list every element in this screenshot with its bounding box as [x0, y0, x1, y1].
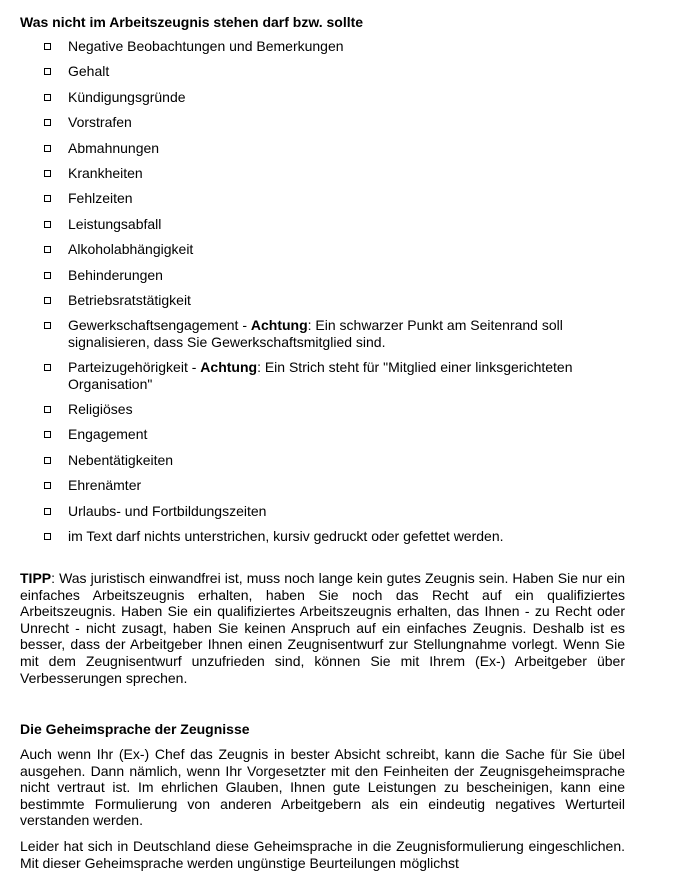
checkbox-square-icon — [44, 322, 51, 329]
checkbox-square-icon — [44, 94, 51, 101]
section-heading-arbeitszeugnis: Was nicht im Arbeitszeugnis stehen darf bzw. sollte — [20, 14, 364, 30]
list-item — [0, 140, 628, 157]
list-item — [0, 241, 628, 258]
checkbox-square-icon — [44, 364, 51, 371]
list-item-emphasis: Achtung — [250, 317, 308, 334]
list-item — [0, 503, 628, 520]
list-item — [0, 359, 628, 392]
list-item — [0, 216, 628, 233]
list-item — [0, 63, 628, 80]
list-item-emphasis: Achtung — [200, 359, 258, 376]
list-item-text: Abmahnungen — [68, 139, 160, 156]
list-item-text: Gewerkschaftsengagement - — [68, 317, 251, 334]
checkbox-square-icon — [44, 457, 51, 464]
list-item-text: Gehalt — [68, 63, 110, 80]
list-item — [0, 528, 628, 545]
list-item-text: Fehlzeiten — [68, 190, 133, 207]
list-item-text: Religiöses — [68, 401, 133, 418]
list-item-text: Betriebsratstätigkeit — [68, 291, 191, 308]
section-heading-geheimsprache: Die Geheimsprache der Zeugnisse — [20, 721, 250, 737]
checkbox-square-icon — [44, 145, 51, 152]
list-item — [0, 292, 628, 309]
list-item — [0, 267, 628, 284]
paragraph-geheimsprache-2: Leider hat sich in Deutschland diese Geheimsprache in die Zeugnisformulierung eingeschlichen. Mit dieser Geheimsprache werden ungünstige Beurteilungen möglichst — [20, 838, 625, 871]
list-item-text-continued: : Ein Strich steht für "Mitglied einer linksgerichteten Organisation" — [68, 359, 573, 392]
list-item-text: Alkoholabhängigkeit — [68, 241, 194, 258]
list-item-text: Krankheiten — [68, 164, 143, 181]
checkbox-square-icon — [44, 246, 51, 253]
list-item-text: im Text darf nichts unterstrichen, kursiv gedruckt oder gefettet werden. — [68, 528, 504, 545]
list-item-text: Engagement — [68, 426, 148, 443]
list-item — [0, 89, 628, 106]
list-item — [0, 477, 628, 494]
list-item-text: Behinderungen — [68, 266, 163, 283]
list-item — [0, 401, 628, 418]
checkbox-square-icon — [44, 482, 51, 489]
checkbox-square-icon — [44, 533, 51, 540]
checkbox-square-icon — [44, 431, 51, 438]
checkbox-square-icon — [44, 170, 51, 177]
list-item — [0, 317, 628, 350]
list-item-text: Vorstrafen — [68, 114, 132, 131]
paragraph-geheimsprache-1: Auch wenn Ihr (Ex-) Chef das Zeugnis in bester Absicht schreibt, kann die Sache für Sie übel ausgehen. Dann nämlich, wenn Ihr Vorgesetzter mit den Feinheiten der Zeugnisgeheimsprache nicht vertraut ist. Im ehrlichen Glauben, Ihnen gute Leistungen zu bescheinigen, kann eine bestimmte Formulierung von anderen Arbeitgebern als ein eindeutig negatives Werturteil verstanden werden. — [20, 746, 625, 829]
list-item-text: Negative Beobachtungen und Bemerkungen — [68, 38, 344, 54]
tipp-text: : Was juristisch einwandfrei ist, muss noch lange kein gutes Zeugnis sein. Haben Sie nur ein einfaches Arbeitszeugnis erhalten, haben Sie noch das Recht auf ein qualifiziertes Arbeitszeugnis. Haben Sie ein qualifiziertes Arbeitszeugnis erhalten, das Ihnen - zu Recht oder Unrecht - nicht zusagt, haben Sie keinen Anspruch auf ein einfaches Zeugnis. Deshalb ist es besser, dass der Arbeitgeber Ihnen einen Zeugnisentwurf zur Stellungnahme vorlegt. Wenn Sie mit dem Zeugnisentwurf unzufrieden sind, können Sie mit Ihrem (Ex-) Arbeitgeber über Verbesserungen sprechen. — [20, 570, 625, 686]
checkbox-square-icon — [44, 119, 51, 126]
list-item-text: Nebentätigkeiten — [68, 451, 174, 468]
list-item — [0, 38, 628, 55]
list-item-text: Parteizugehörigkeit - — [68, 359, 201, 376]
checkbox-square-icon — [44, 297, 51, 304]
list-item-text: Kündigungsgründe — [68, 88, 186, 105]
list-item — [0, 426, 628, 443]
list-item — [0, 452, 628, 469]
tipp-label: TIPP — [20, 570, 52, 586]
list-item-text: Leistungsabfall — [68, 215, 162, 232]
checkbox-square-icon — [44, 68, 51, 75]
list-item-text: Urlaubs- und Fortbildungszeiten — [68, 502, 267, 519]
list-item-text-continued: : Ein schwarzer Punkt am Seitenrand soll signalisieren, dass Sie Gewerkschaftsmitglied sind. — [68, 317, 563, 350]
tipp-paragraph — [20, 570, 625, 686]
checkbox-square-icon — [44, 406, 51, 413]
list-item — [0, 114, 628, 131]
list-item-text: Ehrenämter — [68, 477, 142, 494]
checkbox-square-icon — [44, 272, 51, 279]
list-item — [0, 165, 628, 182]
list-item — [0, 190, 628, 207]
excluded-items-list — [0, 38, 675, 553]
checkbox-square-icon — [44, 221, 51, 228]
checkbox-square-icon — [44, 195, 51, 202]
checkbox-square-icon — [44, 508, 51, 515]
checkbox-square-icon — [44, 43, 51, 50]
